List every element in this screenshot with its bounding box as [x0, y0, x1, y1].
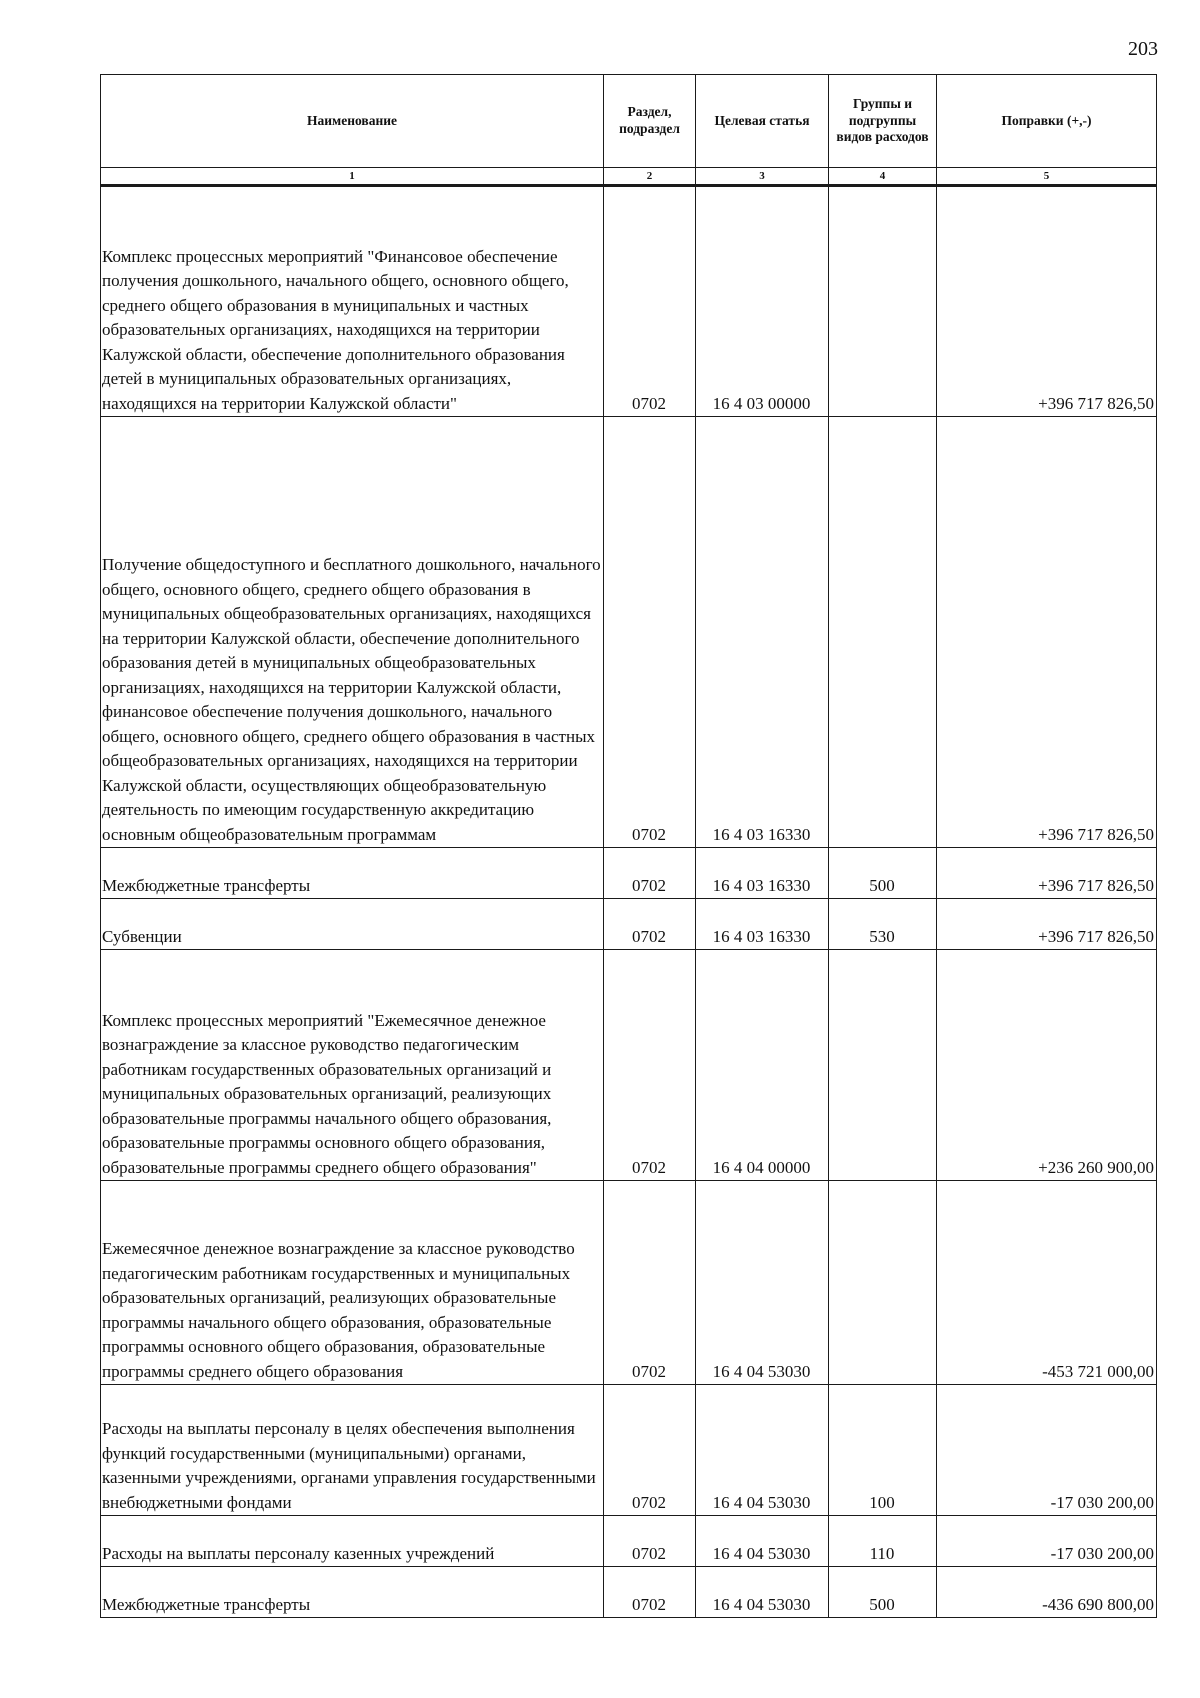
header-section: Раздел, подраздел: [604, 75, 696, 168]
row-group: 530: [829, 899, 937, 950]
table-row: [101, 1181, 1157, 1385]
row-amount: +396 717 826,50: [937, 899, 1157, 950]
table-header-row: [101, 75, 1157, 168]
row-article: 16 4 04 53030: [696, 1181, 829, 1385]
row-name: Расходы на выплаты персоналу в целях обеспечения выполнения функций государственными (муниципальными) органами, казенными учреждениями, органами управления государственными внебюджетными фондами: [101, 1385, 604, 1516]
row-name: Комплекс процессных мероприятий "Финансовое обеспечение получения дошкольного, начального общего, основного общего, среднего общего образования в муниципальных и частных образовательных организациях, находящихся на территории Калужской области, обеспечение дополнительного образования детей в муниципальных образовательных организациях, находящихся на территории Калужской области": [101, 186, 604, 417]
row-article: 16 4 03 16330: [696, 848, 829, 899]
column-number: 2: [604, 168, 696, 186]
row-amount: -17 030 200,00: [937, 1516, 1157, 1567]
header-expense-groups: Группы и подгруппы видов расходов: [829, 75, 937, 168]
row-group: [829, 1181, 937, 1385]
row-amount: +396 717 826,50: [937, 186, 1157, 417]
row-group: 100: [829, 1385, 937, 1516]
row-group: 500: [829, 848, 937, 899]
row-article: 16 4 03 16330: [696, 899, 829, 950]
row-article: 16 4 03 16330: [696, 417, 829, 848]
row-article: 16 4 04 53030: [696, 1385, 829, 1516]
table-row: [101, 1516, 1157, 1567]
row-section: 0702: [604, 950, 696, 1181]
row-article: 16 4 04 53030: [696, 1516, 829, 1567]
row-amount: -17 030 200,00: [937, 1385, 1157, 1516]
table-row: [101, 417, 1157, 848]
header-name: Наименование: [101, 75, 604, 168]
row-section: 0702: [604, 1181, 696, 1385]
row-name: Межбюджетные трансферты: [101, 1567, 604, 1618]
row-amount: +396 717 826,50: [937, 417, 1157, 848]
column-number: 3: [696, 168, 829, 186]
row-amount: -436 690 800,00: [937, 1567, 1157, 1618]
budget-amendments-table: [100, 74, 1157, 1618]
row-article: 16 4 04 53030: [696, 1567, 829, 1618]
column-number: 5: [937, 168, 1157, 186]
row-name: Субвенции: [101, 899, 604, 950]
row-section: 0702: [604, 1516, 696, 1567]
row-section: 0702: [604, 1385, 696, 1516]
row-name: Ежемесячное денежное вознаграждение за классное руководство педагогическим работникам государственных и муниципальных образовательных организаций, реализующих образовательные программы начального общего образования, образовательные программы основного общего образования, образовательные программы среднего общего образования: [101, 1181, 604, 1385]
column-number: 4: [829, 168, 937, 186]
row-section: 0702: [604, 1567, 696, 1618]
table-row: [101, 186, 1157, 417]
row-amount: +396 717 826,50: [937, 848, 1157, 899]
row-name: Расходы на выплаты персоналу казенных учреждений: [101, 1516, 604, 1567]
table-row: [101, 899, 1157, 950]
column-number-row: [101, 168, 1157, 186]
row-group: 110: [829, 1516, 937, 1567]
row-section: 0702: [604, 848, 696, 899]
page-number: 203: [1128, 38, 1158, 60]
table-row: [101, 1567, 1157, 1618]
table-row: [101, 848, 1157, 899]
row-amount: +236 260 900,00: [937, 950, 1157, 1181]
row-name: Межбюджетные трансферты: [101, 848, 604, 899]
row-group: 500: [829, 1567, 937, 1618]
row-article: 16 4 04 00000: [696, 950, 829, 1181]
row-section: 0702: [604, 186, 696, 417]
table-row: [101, 1385, 1157, 1516]
header-target-article: Целевая статья: [696, 75, 829, 168]
row-article: 16 4 03 00000: [696, 186, 829, 417]
row-group: [829, 950, 937, 1181]
header-amendments: Поправки (+,-): [937, 75, 1157, 168]
row-section: 0702: [604, 417, 696, 848]
row-amount: -453 721 000,00: [937, 1181, 1157, 1385]
row-name: Получение общедоступного и бесплатного дошкольного, начального общего, основного общего, среднего общего образования в муниципальных общеобразовательных организациях, находящихся на территории Калужской области, обеспечение дополнительного образования детей в муниципальных общеобразовательных организациях, находящихся на территории Калужской области, финансовое обеспечение получения дошкольного, начального общего, основного общего, среднего общего образования в частных общеобразовательных организациях, находящихся на территории Калужской области, осуществляющих общеобразовательную деятельность по имеющим государственную аккредитацию основным общеобразовательным программам: [101, 417, 604, 848]
row-group: [829, 417, 937, 848]
row-name: Комплекс процессных мероприятий "Ежемесячное денежное вознаграждение за классное руководство педагогическим работникам государственных образовательных организаций и муниципальных образовательных организаций, реализующих образовательные программы начального общего образования, образовательные программы основного общего образования, образовательные программы среднего общего образования": [101, 950, 604, 1181]
row-group: [829, 186, 937, 417]
table-row: [101, 950, 1157, 1181]
row-section: 0702: [604, 899, 696, 950]
column-number: 1: [101, 168, 604, 186]
